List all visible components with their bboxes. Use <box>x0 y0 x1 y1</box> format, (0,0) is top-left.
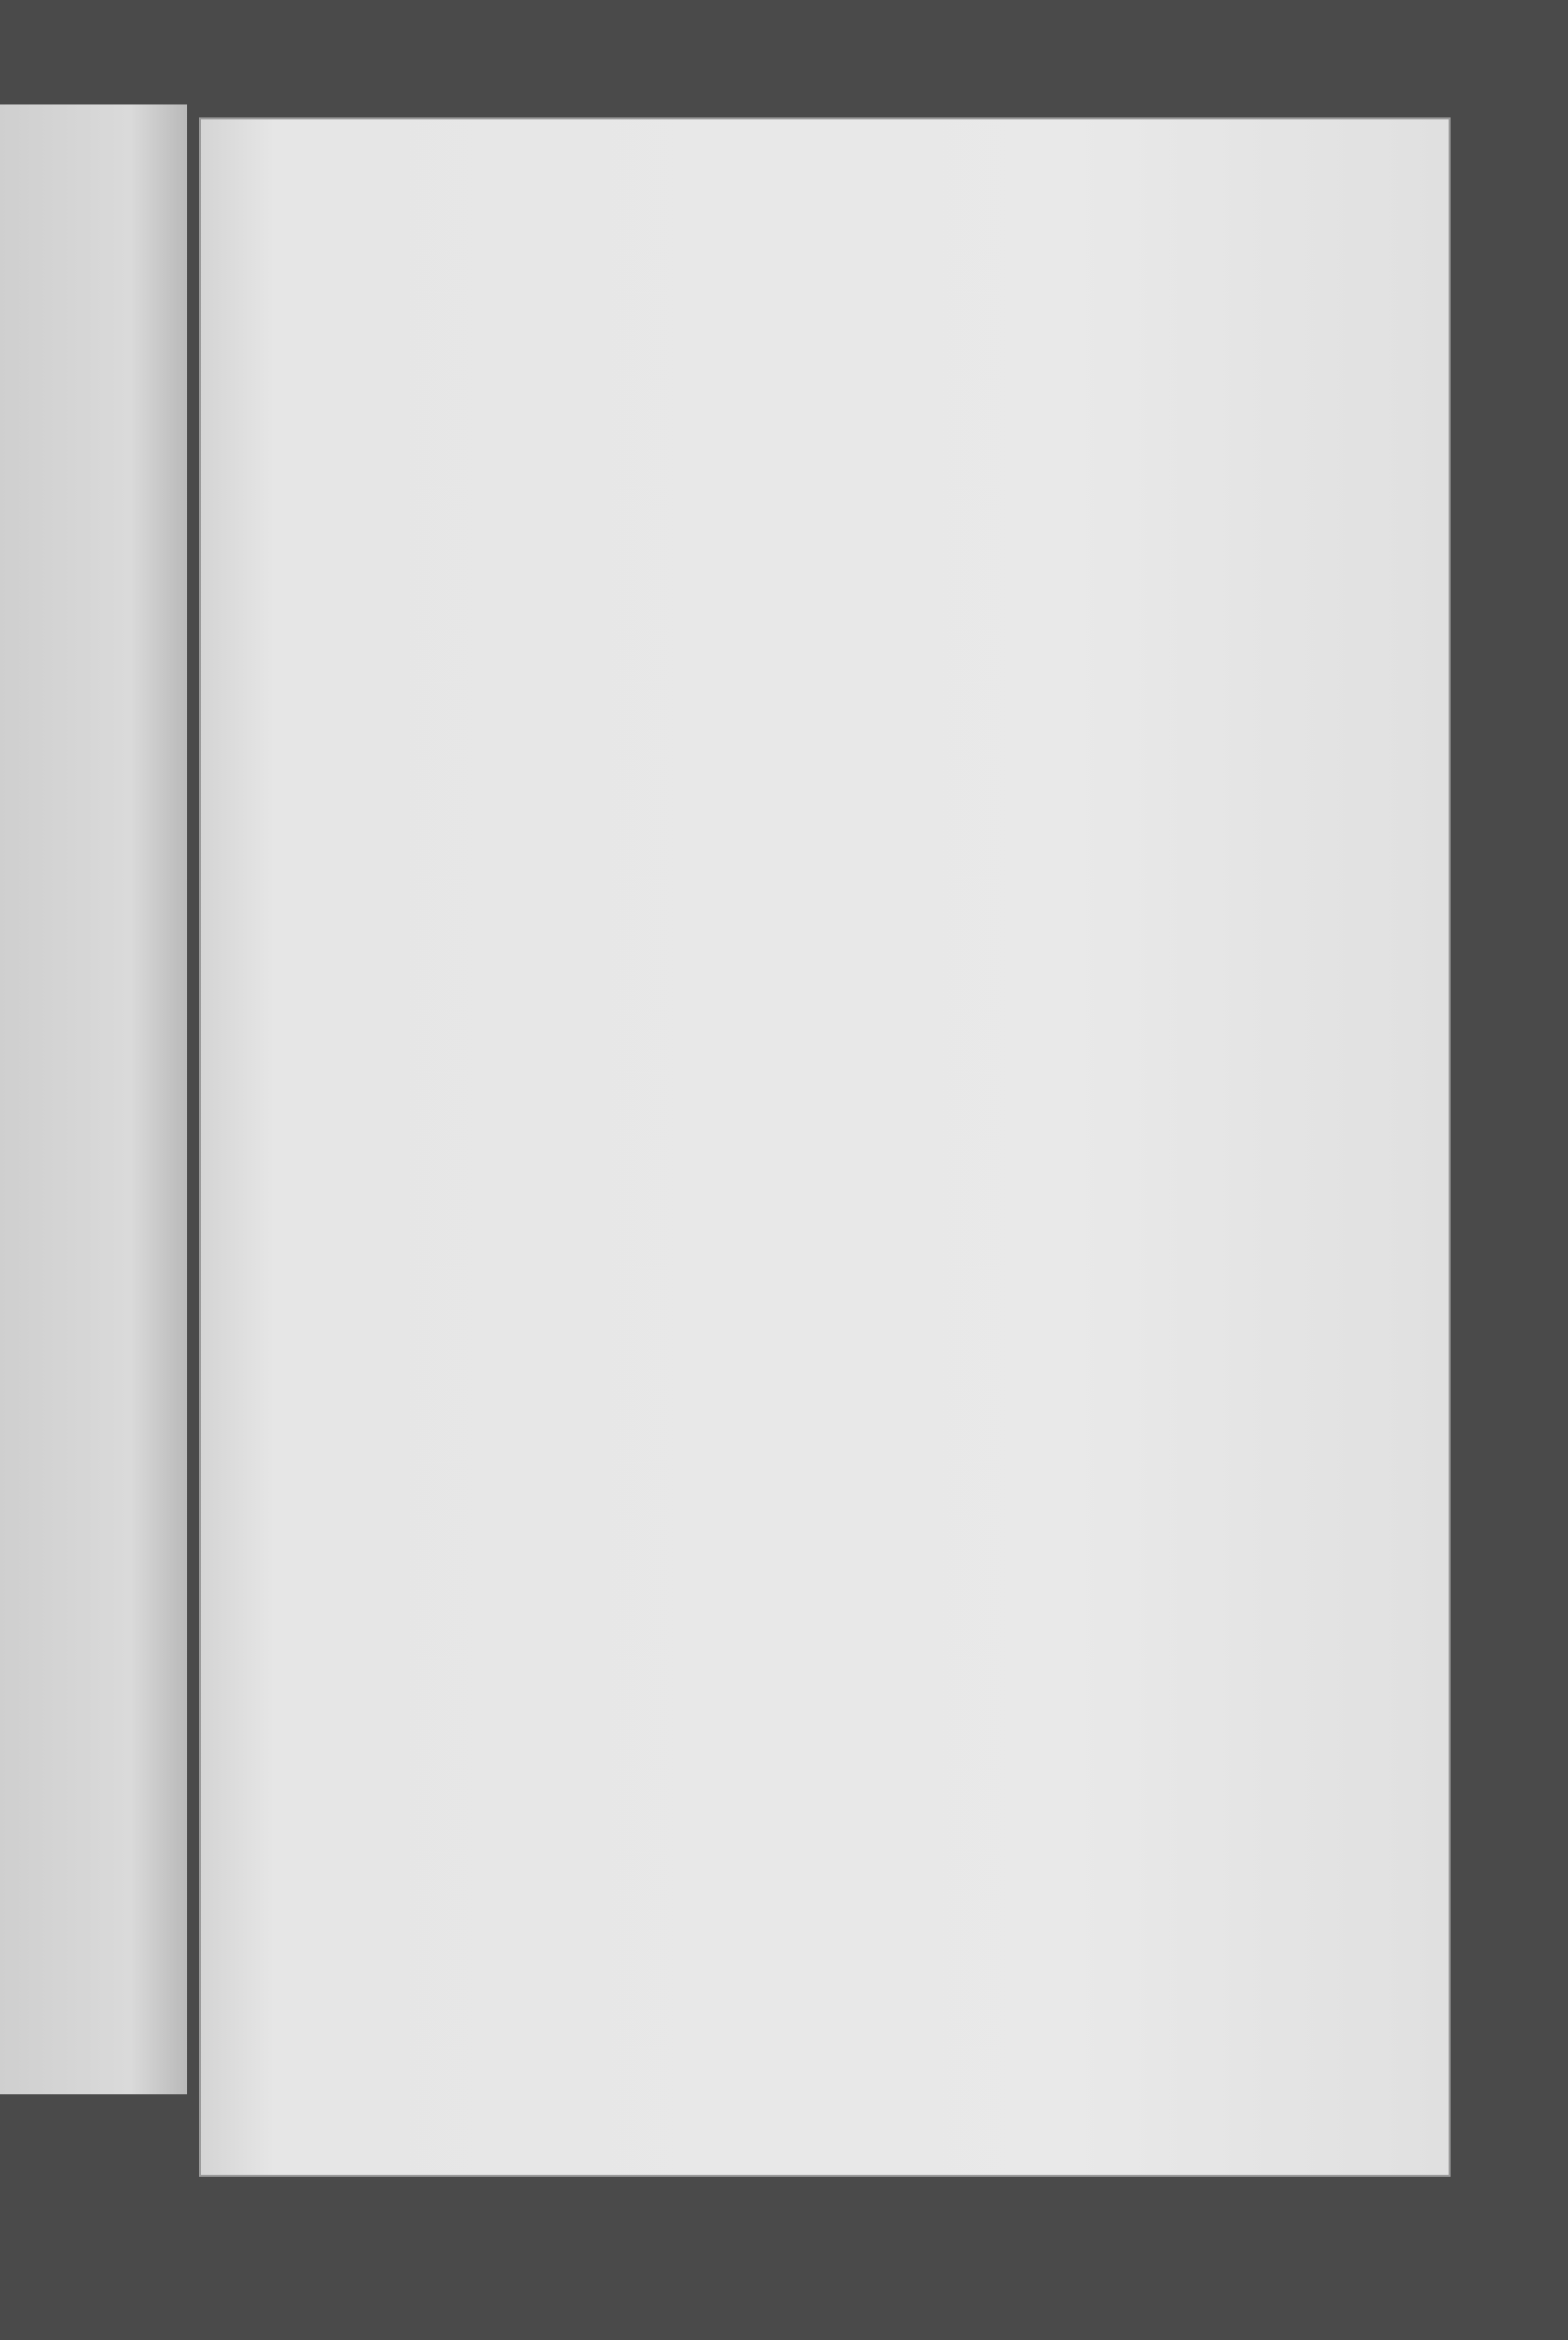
previous-page <box>0 104 187 2094</box>
page <box>199 117 1451 2177</box>
